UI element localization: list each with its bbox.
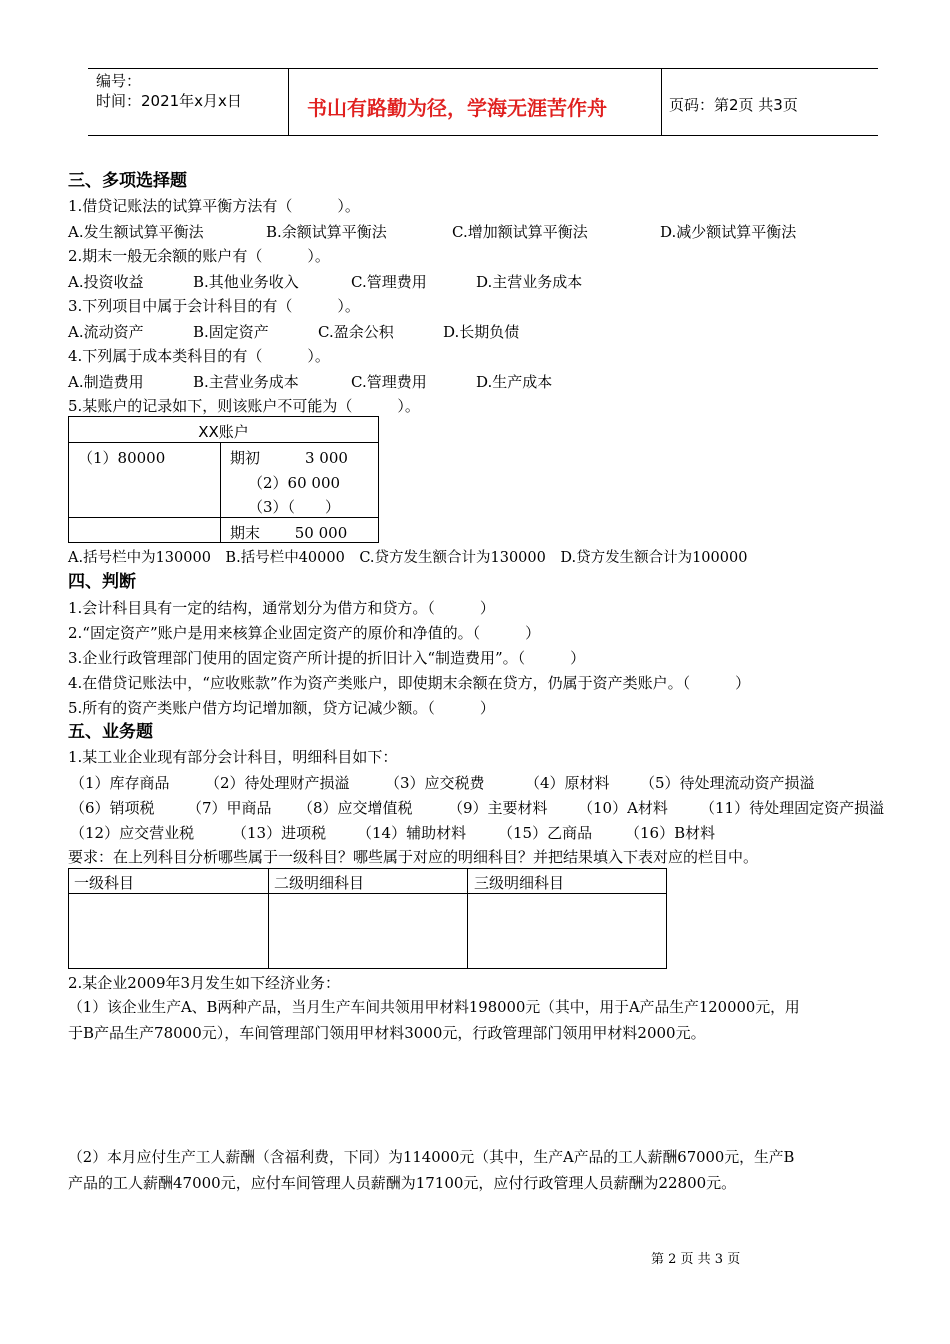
question-3-3-option-d: D.长期负债 [443,323,520,341]
question-3-2-option-b: B.其他业务收入 [193,273,299,291]
classification-table-col-rule-2 [467,868,468,969]
question-3-1-stem: 1.借贷记账法的试算平衡方法有（ ）。 [68,197,360,215]
account-item-6: （6）销项税 [70,799,155,817]
t-account-credit-2: （2）60 000 [248,474,341,492]
question-3-3-option-a: A.流动资产 [68,323,144,341]
question-3-1-option-a: A.发生额试算平衡法 [68,223,204,241]
judgment-item-5: 5.所有的资产类账户借方均记增加额，贷方记减少额。（ ） [68,699,495,717]
question-3-5-stem: 5.某账户的记录如下，则该账户不可能为（ ）。 [68,397,420,415]
account-item-14: （14）辅助材料 [357,824,467,842]
account-item-7: （7）甲商品 [187,799,272,817]
t-account-opening: 期初 3 000 [230,449,348,467]
account-item-1: （1）库存商品 [70,774,170,792]
question-3-4-stem: 4.下列属于成本类科目的有（ ）。 [68,347,330,365]
account-item-16: （16）B材料 [625,824,716,842]
section-4-title: 四、判断 [68,572,136,592]
judgment-item-2: 2.“固定资产”账户是用来核算企业固定资产的原价和净值的。（ ） [68,624,541,642]
question-3-4-option-c: C.管理费用 [351,373,427,391]
table-header-level-3: 三级明细科目 [474,874,565,892]
question-3-5-options: A.括号栏中为130000 B.括号栏中40000 C.贷方发生额合计为130000 D.贷方发生额合计为100000 [68,550,748,566]
question-3-4-option-b: B.主营业务成本 [193,373,299,391]
header-bottom-rule [88,135,878,136]
classification-table-col-rule-1 [268,868,269,969]
header-divider-left [288,68,289,136]
t-account-title: XX账户 [198,423,249,441]
business-q2-item2-line1: （2）本月应付生产工人薪酬（含福利费，下同）为114000元（其中，生产A产品的工人薪酬67000元，生产B [68,1149,795,1166]
header-page-label: 页码：第2页 共3页 [669,96,798,114]
question-3-3-option-b: B.固定资产 [193,323,269,341]
footer-page-number: 第 2 页 共 3 页 [651,1252,741,1267]
account-item-9: （9）主要材料 [448,799,548,817]
t-account-closing: 期末 50 000 [230,524,348,542]
header-number-label: 编号： [96,72,142,90]
header-top-rule [88,68,878,69]
section-3-title: 三、多项选择题 [68,171,187,191]
judgment-item-1: 1.会计科目具有一定的结构，通常划分为借方和贷方。（ ） [68,599,495,617]
question-3-4-option-a: A.制造费用 [68,373,144,391]
t-account-debit-entry: （1）80000 [78,449,166,467]
account-item-11: （11）待处理固定资产损溢 [700,799,885,817]
classification-table-header-rule [68,893,667,894]
table-header-level-2: 二级明细科目 [274,874,365,892]
business-q1-stem: 1.某工业企业现有部分会计科目，明细科目如下： [68,748,398,766]
question-3-2-option-a: A.投资收益 [68,273,144,291]
question-3-2-stem: 2.期末一般无余额的账户有（ ）。 [68,247,330,265]
account-item-4: （4）原材料 [525,774,610,792]
header-motto: 书山有路勤为径，学海无涯苦作舟 [307,96,607,120]
account-item-3: （3）应交税费 [385,774,485,792]
question-3-1-option-d: D.减少额试算平衡法 [660,223,797,241]
question-3-2-option-d: D.主营业务成本 [476,273,583,291]
classification-table-border [68,868,667,969]
question-3-4-option-d: D.生产成本 [476,373,553,391]
account-item-2: （2）待处理财产损溢 [205,774,350,792]
business-q2-item1-line1: （1）该企业生产A、B两种产品，当月生产车间共领用甲材料198000元（其中，用于A产品生产120000元，用 [68,999,800,1016]
question-3-3-stem: 3.下列项目中属于会计科目的有（ ）。 [68,297,360,315]
account-item-5: （5）待处理流动资产损溢 [640,774,815,792]
t-account-closing-rule [68,517,379,518]
business-q2-item1-line2: 于B产品生产78000元），车间管理部门领用甲材料3000元，行政管理部门领用甲材料2000元。 [68,1024,706,1042]
question-3-3-option-c: C.盈余公积 [318,323,394,341]
judgment-item-4: 4.在借贷记账法中，“应收账款”作为资产类账户，即使期末余额在贷方，仍属于资产类账户。（ ） [68,674,751,692]
t-account-center-rule [220,442,221,543]
judgment-item-3: 3.企业行政管理部门使用的固定资产所计提的折旧计入“制造费用”。（ ） [68,649,586,667]
question-3-1-option-b: B.余额试算平衡法 [266,223,387,241]
t-account-credit-3: （3）（ ） [248,498,341,516]
business-q2-item2-line2: 产品的工人薪酬47000元，应付车间管理人员薪酬为17100元，应付行政管理人员薪酬为22800元。 [68,1174,737,1192]
header-divider-right [661,68,662,136]
question-3-2-option-c: C.管理费用 [351,273,427,291]
account-item-12: （12）应交营业税 [70,824,195,842]
account-item-8: （8）应交增值税 [298,799,413,817]
t-account-title-rule [68,442,379,443]
question-3-1-option-c: C.增加额试算平衡法 [452,223,588,241]
account-item-10: （10）A材料 [578,799,668,817]
table-header-level-1: 一级科目 [74,874,135,892]
section-5-title: 五、业务题 [68,722,153,742]
account-item-13: （13）进项税 [232,824,327,842]
business-q1-requirement: 要求：在上列科目分析哪些属于一级科目？哪些属于对应的明细科目？并把结果填入下表对应的栏目中。 [68,848,759,866]
account-item-15: （15）乙商品 [498,824,593,842]
header-time-label: 时间：2021年x月x日 [96,92,242,110]
business-q2-stem: 2.某企业2009年3月发生如下经济业务： [68,974,341,992]
